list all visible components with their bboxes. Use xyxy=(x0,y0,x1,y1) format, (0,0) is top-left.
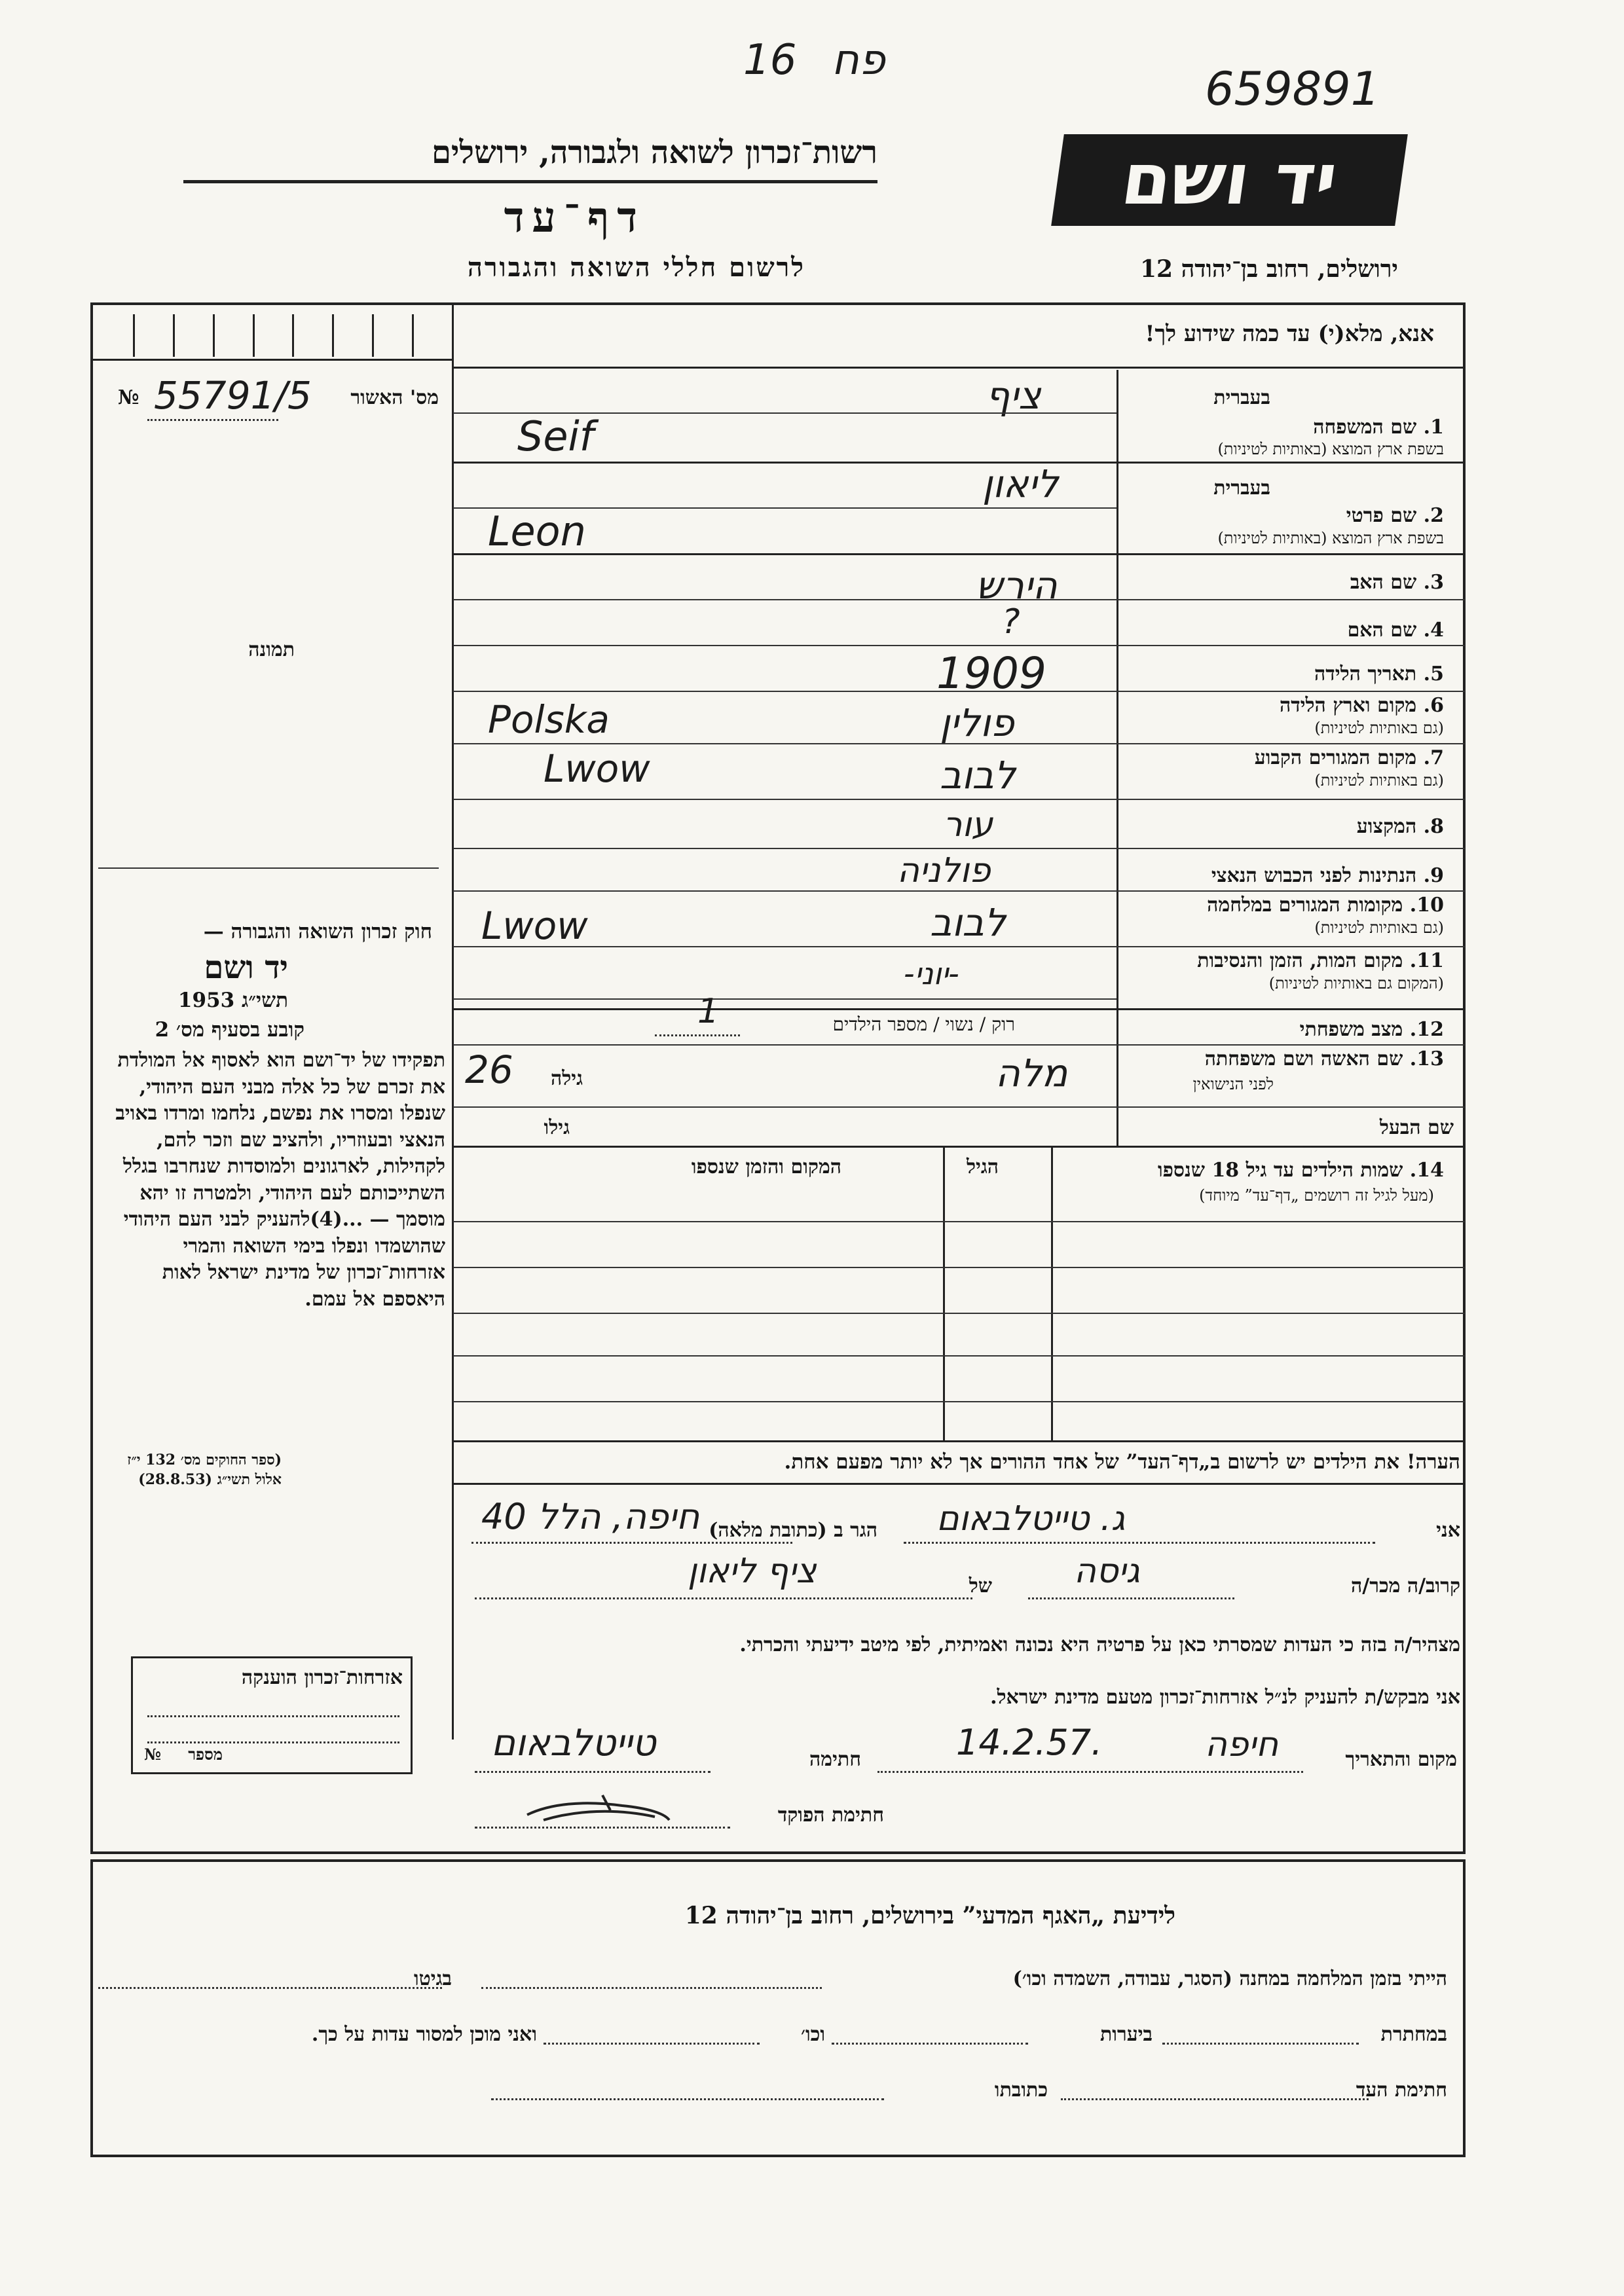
field-death-label: 11. מקום המות, הזמן והנסיבות xyxy=(1197,949,1444,972)
footer-line3-dotted-1 xyxy=(1061,2098,1369,2100)
law-title: חוק זכרון השואה והגבורה — xyxy=(203,920,432,943)
field-surname-sub: בשפת ארץ המוצא (באותיות לטיניות) xyxy=(1217,440,1444,458)
declaration-relation-dotted xyxy=(1028,1597,1234,1599)
signature-value: טייטלבאום xyxy=(491,1722,656,1764)
row6-bottom xyxy=(453,743,1465,744)
row13-bottom xyxy=(453,1106,1465,1108)
field-residence-label: 7. מקום המגורים הקבוע xyxy=(1254,746,1444,769)
row1-bottom xyxy=(453,462,1465,464)
row12-bottom xyxy=(453,1044,1465,1046)
field-surname-label: 1. שם המשפחה xyxy=(1313,416,1444,439)
children-col-place: המקום והזמן שנספו xyxy=(691,1156,841,1178)
children-col-divider-2 xyxy=(943,1146,945,1440)
field-wartime-residence-label: 10. מקומות המגורים במלחמה xyxy=(1207,894,1444,917)
field-wartime-residence-sub: (גם באותיות לטיניות) xyxy=(1314,919,1444,937)
row8-bottom xyxy=(453,848,1465,849)
footer-line1b: בגיטו xyxy=(413,1967,452,1990)
form-subtitle: לרשום חללי השואה והגבורה xyxy=(467,252,805,283)
field-mother-label: 4. שם האם xyxy=(1347,619,1444,642)
row9-bottom xyxy=(453,890,1465,892)
field-wartime-residence-latin: Lwow xyxy=(481,903,588,948)
field-husband-label: שם הבעל xyxy=(1379,1116,1454,1139)
field-marital-label: 12. מצב משפחתי xyxy=(1299,1018,1444,1041)
footer-line3-dotted-2 xyxy=(491,2098,884,2100)
field-profession-label: 8. המקצוע xyxy=(1356,815,1444,838)
footer-line2-dotted-1 xyxy=(1162,2043,1359,2045)
note-bottom xyxy=(453,1483,1465,1485)
authority-name: רשות־זכרון לשואה ולגבורה, ירושלים xyxy=(431,134,877,171)
field-birthplace-sub: (גם באותיות לטיניות) xyxy=(1314,719,1444,737)
children-row-4 xyxy=(453,1401,1465,1402)
row10-bottom xyxy=(453,946,1465,947)
field-residence-latin: Lwow xyxy=(544,746,650,791)
handwritten-page-number: 16 xyxy=(743,36,797,84)
declaration-name: ג. טייטלבאום xyxy=(936,1499,1126,1539)
declaration-request: אני מבקש/ת להעניק לנ״ל אזרחות־זכרון מטעם מדינת ישראל. xyxy=(990,1686,1460,1709)
row11-mid xyxy=(453,998,1116,1000)
field-given-name-latin: Leon xyxy=(488,507,586,555)
photo-label: תמונה xyxy=(248,638,295,661)
footer-line1-dotted xyxy=(481,1987,822,1989)
children-col-age: הגיל xyxy=(966,1156,999,1178)
footer-title: לידיעת „האגף המדעי” בירושלים, רחוב בן־יהודה 12 xyxy=(684,1902,1175,1929)
approval-prefix: № xyxy=(118,386,139,409)
address: ירושלים, רחוב בן־יהודה 12 xyxy=(1139,255,1398,283)
signature-dotted xyxy=(475,1771,710,1773)
citizenship-dotted-2 xyxy=(147,1741,399,1743)
law-clause: קובע בסעיף מס׳ 2 xyxy=(155,1018,304,1042)
field-nationality-value: פולניה xyxy=(897,851,991,890)
code-boxes xyxy=(95,314,452,357)
field-profession-value: עור xyxy=(943,805,993,845)
children-row-3 xyxy=(453,1355,1465,1357)
declaration-name-dotted xyxy=(904,1542,1375,1544)
place-date-label: מקום והתאריך xyxy=(1345,1748,1457,1771)
law-name: יד ושם xyxy=(204,949,288,986)
row-husband-bottom xyxy=(453,1146,1465,1148)
photo-area-bottom xyxy=(98,867,439,869)
citizenship-dotted-1 xyxy=(147,1715,399,1717)
field-surname-hebrew: ציף xyxy=(986,373,1041,418)
row1-mid xyxy=(453,412,1116,414)
approval-dotted-line xyxy=(147,419,278,421)
authority-underline xyxy=(183,180,877,183)
left-panel-divider xyxy=(452,302,454,1740)
law-text: תפקידו של יד־ושם הוא לאסוף אל המולדת את זכרם של כל אלה מבני העם היהודי, שנפלו ומסרו את נפשם, נלחמו ומרדו באויב הנאצי ובעוזריו, ולהציב שם וזכר להם, לקהילות, לארגונים ולמוסדות שנחרבו בגלל השתייכותם לעם היהודי, ולמטרה זו יהא מוסמך — ...(4)להעניק לבני העם היהודי שהושמדו ונפלו בימי השואה והמרי אזרחות־זכרון של מדינת ישראל לאות היאספם אל עמם. xyxy=(115,1049,445,1311)
law-source: (ספר החוקים מס׳ 132 י״ז אלול תשי״ג (28.8.53) xyxy=(127,1451,282,1488)
field-birthplace-label: 6. מקום וארץ הלידה xyxy=(1279,694,1444,717)
row5-bottom xyxy=(453,691,1465,692)
footer-line2-dotted-3 xyxy=(544,2043,760,2045)
citizenship-number-label: מספר xyxy=(188,1745,223,1764)
field-birthplace-hebrew: פולין xyxy=(940,701,1014,745)
field-surname-latin: Seif xyxy=(517,412,594,460)
children-label: 14. שמות הילדים עד גיל 18 שנספו xyxy=(1157,1159,1444,1182)
please-fill-instruction: אנא, מלא(י) עד כמה שידוע לך! xyxy=(1145,321,1434,347)
approval-number: 55791/5 xyxy=(154,373,312,418)
field-wartime-residence-hebrew: לבוב xyxy=(930,900,1006,945)
field-given-name-label: 2. שם פרטי xyxy=(1346,504,1444,527)
children-sub: (מעל לגיל זה רושמים „דף־עד” מיוחד) xyxy=(1199,1186,1434,1205)
footer-line2a: במחתרת xyxy=(1380,2023,1447,2046)
approval-label: מס' האשור xyxy=(350,386,439,409)
field-wife-value: מלה xyxy=(995,1051,1068,1095)
declaration-address-dotted xyxy=(471,1542,792,1544)
field-wife-label: 13. שם האשה ושם משפחתה xyxy=(1204,1048,1444,1070)
children-header-bottom xyxy=(453,1221,1465,1222)
declaration-address: חיפה, הלל 40 xyxy=(481,1496,700,1537)
field-wife-sub: לפני הנישואין xyxy=(1192,1075,1274,1093)
field-residence-sub: (גם באותיות לטיניות) xyxy=(1314,771,1444,790)
footer-line3a: חתימת העד xyxy=(1356,2079,1447,2102)
citizenship-title: אזרחות־זכרון הוענקה xyxy=(241,1666,403,1689)
declaration-of-dotted xyxy=(475,1597,972,1599)
declaration-statement: מצהיר/ה בזה כי העדות שמסרתי כאן על פרטיה היא נכונה ואמיתית, לפי מיטב ידיעתי והכרתי. xyxy=(739,1633,1460,1656)
declaration-relation: גיסה xyxy=(1074,1552,1140,1591)
declaration-relative: קרוב/ה מכר/ה xyxy=(1351,1575,1460,1597)
field-death-sub: (המקום גם באותיות לטיניות) xyxy=(1268,974,1444,993)
field-given-name-lang: בעברית xyxy=(1213,477,1270,500)
row2-bottom xyxy=(453,553,1465,555)
row7-bottom xyxy=(453,799,1465,800)
field-wife-age-label: גילה xyxy=(550,1067,583,1090)
field-mother-value: ? xyxy=(1002,602,1020,642)
footer-line1-dotted-2 xyxy=(98,1987,442,1989)
signature-label: חתימה xyxy=(809,1748,861,1771)
law-year: תשי״ג 1953 xyxy=(177,989,288,1012)
labels-divider xyxy=(1116,370,1118,1146)
footer-line2b: ביערות xyxy=(1099,2023,1153,2046)
place-date-dotted xyxy=(877,1771,1303,1773)
date-value: 14.2.57. xyxy=(956,1722,1103,1763)
handwritten-folio-mark: פח xyxy=(832,36,885,84)
field-wife-age: 26 xyxy=(465,1048,513,1092)
form-title: דף־עד xyxy=(504,193,645,242)
header-row-bottom xyxy=(453,367,1465,369)
field-marital-options: רוק / נשוי / מספר הילדים xyxy=(832,1013,1015,1035)
children-row-2 xyxy=(453,1313,1465,1314)
declaration-lives-at: הגר ב (כתובת מלאה) xyxy=(709,1519,877,1542)
row11-bottom xyxy=(453,1008,1465,1010)
children-table-bottom xyxy=(453,1440,1465,1442)
declaration-of: של xyxy=(969,1575,992,1597)
footer-line3b: כתובתו xyxy=(994,2079,1048,2102)
field-residence-hebrew: לבוב xyxy=(940,753,1016,797)
children-row-1 xyxy=(453,1267,1465,1268)
footer-line2-dotted-2 xyxy=(832,2043,1028,2045)
children-count-dotted xyxy=(655,1034,740,1036)
field-father-value: הירש xyxy=(976,563,1058,608)
field-nationality-label: 9. הנתינות לפני הכבוש הנאצי xyxy=(1211,864,1444,887)
field-given-name-sub: בשפת ארץ המוצא (באותיות לטיניות) xyxy=(1217,529,1444,547)
row2-mid xyxy=(453,507,1116,509)
field-birthplace-latin: Polska xyxy=(488,697,610,742)
footer-line2c: וכו׳ xyxy=(801,2023,825,2046)
field-surname-lang: בעברית xyxy=(1213,386,1270,409)
row4-bottom xyxy=(453,645,1465,646)
record-number: 659891 xyxy=(1205,62,1380,116)
footer-line1a: הייתי בזמן המלחמה במחנה (הסגר, עבודה, השמדה וכו׳) xyxy=(1012,1967,1447,1990)
field-death-value: -יוני- xyxy=(904,956,959,991)
field-given-name-hebrew: ליאון xyxy=(982,462,1059,506)
children-col-divider-1 xyxy=(1051,1146,1053,1440)
field-birthdate-value: 1909 xyxy=(936,648,1046,699)
code-boxes-bottom xyxy=(92,359,453,361)
citizenship-number-prefix: № xyxy=(144,1745,162,1764)
field-marital-children-count: 1 xyxy=(697,992,720,1031)
declaration-ani: אני xyxy=(1436,1519,1460,1542)
officer-signature-label: חתימת הפוקד xyxy=(777,1804,884,1827)
field-father-label: 3. שם האב xyxy=(1350,571,1444,594)
field-birthdate-label: 5. תאריך הלידה xyxy=(1314,663,1444,685)
declaration-of-value: ציף ליאון xyxy=(688,1552,817,1591)
yad-vashem-logo: יד ושם xyxy=(1051,134,1408,226)
place-value: חיפה xyxy=(1205,1725,1279,1764)
officer-signature-scribble xyxy=(524,1787,674,1830)
field-husband-age-label: גילו xyxy=(544,1116,570,1139)
row3-bottom xyxy=(453,599,1465,600)
note-text: הערה! את הילדים יש לרשום ב„דף־העד” של אחד ההורים אך לא יותר מפעם אחת. xyxy=(784,1450,1460,1474)
footer-line2d: ואני מוכן למסור עדות על כך. xyxy=(311,2023,537,2046)
